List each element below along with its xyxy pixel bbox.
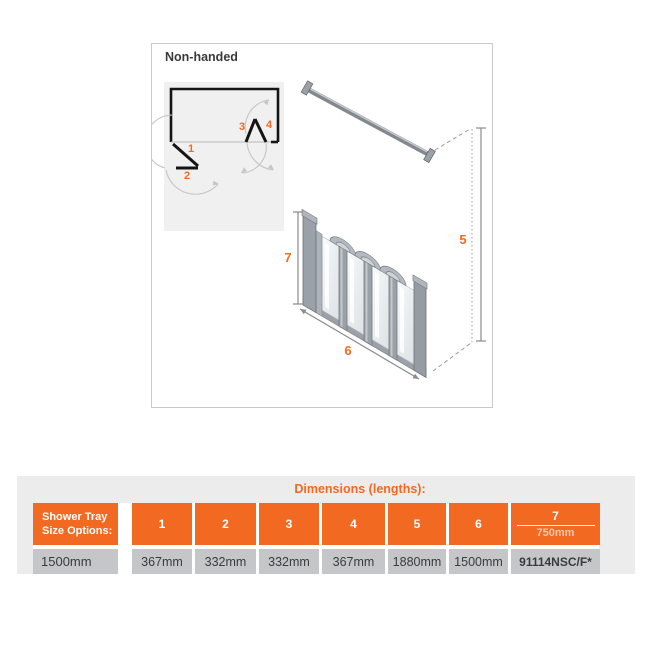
- header-col-7-value: 750mm: [536, 526, 575, 539]
- value-col-3: 332mm: [259, 549, 319, 574]
- header-col-7-number: 7: [552, 508, 559, 523]
- table-title: Dimensions (lengths):: [294, 482, 426, 496]
- dimension-6-label: 6: [344, 343, 352, 358]
- table-value-row: [33, 549, 600, 574]
- header-col-3: 3: [259, 503, 319, 545]
- panel-3-label: 3: [238, 121, 246, 133]
- top-rail-drawing: [301, 81, 435, 163]
- value-col-6: 1500mm: [449, 549, 508, 574]
- value-col-2: 332mm: [195, 549, 256, 574]
- panel-1-label: 1: [187, 143, 195, 155]
- header-col-7-divider: [517, 525, 595, 526]
- panel-4-label: 4: [265, 119, 273, 131]
- value-col-5: 1880mm: [388, 549, 446, 574]
- dimension-5-line: [433, 128, 486, 371]
- value-col-1: 367mm: [132, 549, 192, 574]
- panel-2-label: 2: [183, 170, 191, 182]
- value-col-4: 367mm: [322, 549, 385, 574]
- header-shower-tray-size: Shower Tray Size Options:: [33, 503, 118, 545]
- product-diagram-panel: [151, 43, 493, 408]
- dimension-7-label: 7: [284, 250, 292, 265]
- header-col-2: 2: [195, 503, 256, 545]
- table-rows: [33, 503, 599, 574]
- diagram-title: Non-handed: [165, 50, 238, 64]
- header-col-1: 1: [132, 503, 192, 545]
- header-col-5: 5: [388, 503, 446, 545]
- table-header-row: [33, 503, 600, 545]
- value-tray-size: 1500mm: [33, 549, 118, 574]
- header-col-4: 4: [322, 503, 385, 545]
- header-col-7: [511, 503, 600, 545]
- floor-plan-diagram: [152, 82, 284, 231]
- product-diagram-drawing: [152, 44, 492, 407]
- header-col-6: 6: [449, 503, 508, 545]
- value-product-code: 91114NSC/F*: [511, 549, 600, 574]
- dimension-5-label: 5: [459, 232, 467, 247]
- shower-screen-drawing: [302, 209, 427, 378]
- dimensions-table: [17, 476, 635, 574]
- dimension-7-line: [293, 212, 303, 304]
